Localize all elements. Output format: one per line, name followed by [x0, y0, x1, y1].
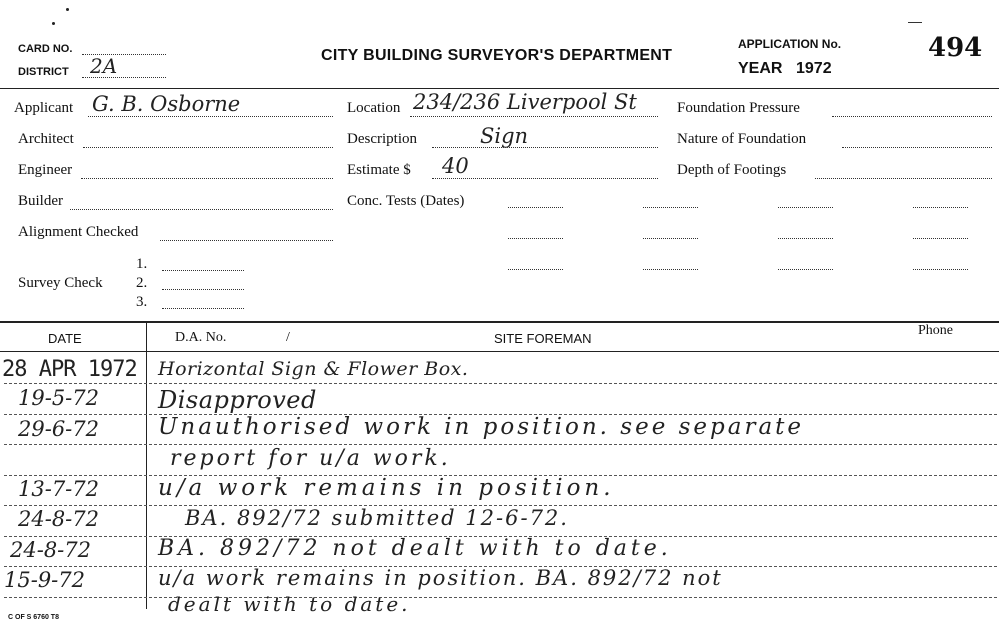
description-value: Sign: [480, 124, 529, 148]
table-rule: [4, 383, 997, 384]
entry-text: dealt with to date.: [168, 592, 411, 616]
table-header-border: [0, 351, 999, 352]
depth-footings-line: [815, 178, 992, 179]
department-title: CITY BUILDING SURVEYOR'S DEPARTMENT: [321, 47, 673, 64]
table-rule: [4, 597, 997, 598]
date-header: DATE: [48, 331, 82, 346]
estimate-value: 40: [442, 154, 469, 178]
entry-date: 24-8-72: [10, 538, 91, 562]
alignment-checked-label: Alignment Checked: [18, 224, 139, 240]
application-no-value: 494: [928, 33, 983, 63]
application-no-label: APPLICATION No.: [738, 37, 842, 51]
conc-test-blank: [778, 238, 833, 239]
conc-test-blank: [508, 269, 563, 270]
entry-text: Disapproved: [158, 386, 317, 414]
estimate-label: Estimate $: [347, 162, 411, 178]
conc-test-blank: [508, 207, 563, 208]
conc-test-blank: [508, 238, 563, 239]
table-rule: [4, 444, 997, 445]
conc-tests-label: Conc. Tests (Dates): [347, 193, 465, 209]
da-no-header: D.A. No.: [175, 330, 227, 345]
builder-line: [70, 209, 333, 210]
entry-date: 19-5-72: [18, 386, 99, 410]
entry-date: 15-9-72: [4, 568, 85, 592]
alignment-line: [160, 240, 333, 241]
engineer-label: Engineer: [18, 162, 73, 178]
speck-mark-2: [52, 22, 55, 25]
da-slash: /: [286, 330, 290, 345]
district-line: [82, 77, 166, 78]
foundation-pressure-line: [832, 116, 992, 117]
location-line: [410, 116, 658, 117]
form-code: C OF S 6760 T8: [8, 614, 59, 621]
entry-text: BA. 892/72 not dealt with to date.: [158, 536, 672, 561]
conc-test-blank: [643, 238, 698, 239]
entry-text: Horizontal Sign & Flower Box.: [158, 358, 469, 380]
conc-test-blank: [913, 269, 968, 270]
header-divider: [0, 88, 999, 89]
description-label: Description: [347, 131, 417, 147]
survey-number-2: 2.: [136, 275, 148, 291]
nature-foundation-label: Nature of Foundation: [677, 131, 807, 147]
application-dash: [908, 22, 922, 23]
foundation-pressure-label: Foundation Pressure: [677, 100, 800, 116]
entry-text: BA. 892/72 submitted 12-6-72.: [185, 506, 569, 530]
table-top-border: [0, 321, 999, 323]
entry-date: 28 APR 1972: [2, 357, 137, 382]
conc-test-blank: [643, 269, 698, 270]
year-value: 1972: [796, 60, 832, 77]
conc-test-blank: [913, 238, 968, 239]
architect-line: [83, 147, 333, 148]
applicant-label: Applicant: [14, 100, 74, 116]
survey-line-3: [162, 308, 244, 309]
nature-foundation-line: [842, 147, 992, 148]
entry-date: 13-7-72: [18, 477, 99, 501]
conc-test-blank: [778, 269, 833, 270]
entry-date: 24-8-72: [18, 507, 99, 531]
conc-test-blank: [643, 207, 698, 208]
survey-number-3: 3.: [136, 294, 148, 310]
card-no-label: CARD NO.: [18, 43, 73, 55]
depth-footings-label: Depth of Footings: [677, 162, 787, 178]
conc-test-blank: [778, 207, 833, 208]
survey-number-1: 1.: [136, 256, 148, 272]
survey-line-2: [162, 289, 244, 290]
year-label: YEAR: [738, 60, 783, 77]
speck-mark: [66, 8, 69, 11]
survey-check-label: Survey Check: [18, 275, 103, 291]
entry-text: u/a work remains in position. BA. 892/72 not: [158, 566, 723, 590]
entry-text: report for u/a work.: [170, 446, 451, 471]
location-value: 234/236 Liverpool St: [413, 90, 637, 114]
architect-label: Architect: [18, 131, 74, 147]
site-foreman-header: SITE FOREMAN: [494, 331, 592, 346]
survey-line-1: [162, 270, 244, 271]
entry-text: Unauthorised work in position. see separate: [158, 414, 805, 440]
applicant-line: [88, 116, 333, 117]
conc-test-blank: [913, 207, 968, 208]
description-line: [432, 147, 658, 148]
engineer-line: [81, 178, 333, 179]
district-value: 2A: [90, 54, 118, 78]
location-label: Location: [347, 100, 401, 116]
entry-date: 29-6-72: [18, 417, 99, 441]
district-label: DISTRICT: [18, 66, 69, 78]
entry-text: u/a work remains in position.: [158, 475, 615, 501]
phone-header: Phone: [918, 323, 953, 338]
applicant-value: G. B. Osborne: [92, 92, 241, 116]
builder-label: Builder: [18, 193, 63, 209]
estimate-line: [432, 178, 658, 179]
